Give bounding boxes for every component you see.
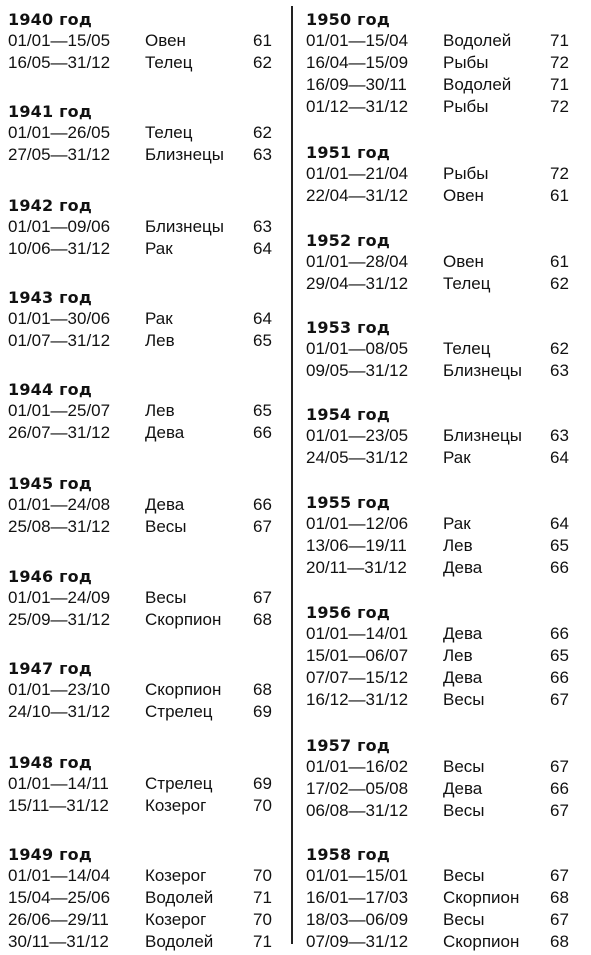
year-heading: 1955 год — [306, 493, 390, 512]
table-row — [306, 30, 581, 52]
table-row — [306, 52, 581, 74]
sign-number: 68 — [253, 610, 272, 629]
sign-name: Овен — [443, 186, 484, 205]
sign-number: 67 — [550, 757, 569, 776]
sign-name: Весы — [443, 910, 485, 929]
table-row — [306, 865, 581, 887]
sign-name: Рак — [443, 514, 471, 533]
date-range: 18/03—06/09 — [306, 910, 409, 929]
table-row — [306, 645, 581, 667]
table-row — [8, 30, 280, 52]
sign-number: 61 — [253, 31, 272, 50]
date-range: 01/01—14/11 — [8, 774, 109, 793]
year-block-1950 — [306, 9, 581, 118]
sign-name: Скорпион — [145, 610, 222, 629]
year-block-1954 — [306, 404, 581, 469]
table-row — [306, 557, 581, 579]
sign-number: 69 — [253, 774, 272, 793]
sign-name: Весы — [443, 801, 485, 820]
year-block-1941 — [8, 101, 280, 166]
table-row — [8, 795, 280, 817]
table-row — [306, 513, 581, 535]
year-heading: 1947 год — [8, 659, 92, 678]
year-heading: 1943 год — [8, 288, 92, 307]
sign-name: Водолей — [443, 31, 512, 50]
date-range: 16/01—17/03 — [306, 888, 409, 907]
table-row — [8, 909, 280, 931]
sign-number: 64 — [550, 448, 569, 467]
date-range: 01/07—31/12 — [8, 331, 111, 350]
sign-name: Рак — [145, 239, 173, 258]
date-range: 01/01—30/06 — [8, 309, 111, 328]
year-heading: 1948 год — [8, 753, 92, 772]
table-row — [8, 330, 280, 352]
sign-number: 71 — [550, 31, 569, 50]
sign-number: 66 — [253, 423, 272, 442]
date-range: 07/07—15/12 — [306, 668, 409, 687]
table-row — [306, 887, 581, 909]
sign-name: Дева — [443, 624, 483, 643]
sign-name: Водолей — [443, 75, 512, 94]
date-range: 06/08—31/12 — [306, 801, 409, 820]
year-heading: 1954 год — [306, 405, 390, 424]
date-range: 15/11—31/12 — [8, 796, 109, 815]
table-row — [8, 587, 280, 609]
year-heading: 1958 год — [306, 845, 390, 864]
year-block-1951 — [306, 142, 581, 207]
date-range: 17/02—05/08 — [306, 779, 409, 798]
year-block-1958 — [306, 844, 581, 953]
year-block-1946 — [8, 566, 280, 631]
year-heading: 1940 год — [8, 10, 92, 29]
sign-name: Телец — [443, 339, 491, 358]
date-range: 01/01—23/05 — [306, 426, 409, 445]
sign-number: 68 — [550, 888, 569, 907]
table-row — [8, 238, 280, 260]
year-heading: 1949 год — [8, 845, 92, 864]
year-heading: 1945 год — [8, 474, 92, 493]
table-row — [8, 865, 280, 887]
date-range: 01/01—23/10 — [8, 680, 111, 699]
date-range: 01/01—24/08 — [8, 495, 111, 514]
sign-number: 62 — [253, 123, 272, 142]
date-range: 25/09—31/12 — [8, 610, 111, 629]
sign-number: 71 — [550, 75, 569, 94]
sign-name: Овен — [443, 252, 484, 271]
sign-name: Телец — [145, 53, 193, 72]
year-block-1948 — [8, 752, 280, 817]
sign-number: 66 — [550, 668, 569, 687]
sign-name: Овен — [145, 31, 186, 50]
date-range: 29/04—31/12 — [306, 274, 409, 293]
sign-name: Скорпион — [145, 680, 222, 699]
sign-name: Дева — [443, 668, 483, 687]
sign-number: 63 — [550, 426, 569, 445]
sign-name: Скорпион — [443, 888, 520, 907]
sign-number: 70 — [253, 866, 272, 885]
date-range: 01/01—09/06 — [8, 217, 111, 236]
table-row — [8, 122, 280, 144]
sign-number: 72 — [550, 53, 569, 72]
sign-number: 61 — [550, 186, 569, 205]
table-row — [306, 338, 581, 360]
date-range: 07/09—31/12 — [306, 932, 409, 951]
table-row — [306, 535, 581, 557]
sign-name: Водолей — [145, 888, 214, 907]
sign-number: 64 — [550, 514, 569, 533]
sign-number: 67 — [253, 588, 272, 607]
sign-number: 71 — [253, 888, 272, 907]
date-range: 16/05—31/12 — [8, 53, 111, 72]
sign-name: Рыбы — [443, 53, 489, 72]
sign-name: Лев — [145, 401, 175, 420]
year-block-1943 — [8, 287, 280, 352]
year-heading: 1941 год — [8, 102, 92, 121]
table-row — [306, 163, 581, 185]
table-row — [306, 96, 581, 118]
sign-name: Телец — [145, 123, 193, 142]
date-range: 27/05—31/12 — [8, 145, 111, 164]
date-range: 01/12—31/12 — [306, 97, 409, 116]
sign-number: 65 — [253, 401, 272, 420]
sign-name: Лев — [145, 331, 175, 350]
table-row — [8, 400, 280, 422]
date-range: 01/01—28/04 — [306, 252, 409, 271]
sign-number: 70 — [253, 910, 272, 929]
sign-number: 66 — [550, 558, 569, 577]
sign-name: Весы — [145, 588, 187, 607]
date-range: 25/08—31/12 — [8, 517, 111, 536]
sign-number: 63 — [253, 145, 272, 164]
date-range: 01/01—08/05 — [306, 339, 409, 358]
sign-number: 61 — [550, 252, 569, 271]
table-row — [8, 931, 280, 953]
year-block-1955 — [306, 492, 581, 579]
date-range: 15/01—06/07 — [306, 646, 409, 665]
table-row — [306, 360, 581, 382]
table-row — [306, 425, 581, 447]
sign-number: 63 — [253, 217, 272, 236]
date-range: 01/01—12/06 — [306, 514, 409, 533]
table-row — [306, 800, 581, 822]
sign-name: Дева — [145, 423, 185, 442]
sign-name: Весы — [443, 690, 485, 709]
date-range: 24/10—31/12 — [8, 702, 111, 721]
sign-name: Лев — [443, 536, 473, 555]
sign-number: 72 — [550, 164, 569, 183]
table-row — [8, 701, 280, 723]
year-heading: 1952 год — [306, 231, 390, 250]
date-range: 01/01—16/02 — [306, 757, 409, 776]
date-range: 20/11—31/12 — [306, 558, 407, 577]
sign-name: Весы — [443, 866, 485, 885]
sign-name: Водолей — [145, 932, 214, 951]
year-block-1949 — [8, 844, 280, 953]
table-row — [8, 773, 280, 795]
year-heading: 1944 год — [8, 380, 92, 399]
table-row — [8, 216, 280, 238]
sign-number: 66 — [253, 495, 272, 514]
year-heading: 1946 год — [8, 567, 92, 586]
date-range: 22/04—31/12 — [306, 186, 409, 205]
date-range: 01/01—26/05 — [8, 123, 111, 142]
table-row — [8, 887, 280, 909]
year-heading: 1951 год — [306, 143, 390, 162]
sign-number: 62 — [253, 53, 272, 72]
sign-name: Козерог — [145, 866, 207, 885]
table-row — [8, 308, 280, 330]
date-range: 16/04—15/09 — [306, 53, 409, 72]
sign-name: Рыбы — [443, 97, 489, 116]
year-block-1952 — [306, 230, 581, 295]
table-row — [8, 144, 280, 166]
sign-name: Козерог — [145, 796, 207, 815]
year-block-1940 — [8, 9, 280, 74]
year-block-1947 — [8, 658, 280, 723]
date-range: 15/04—25/06 — [8, 888, 111, 907]
year-block-1956 — [306, 602, 581, 711]
date-range: 10/06—31/12 — [8, 239, 111, 258]
column-divider — [291, 6, 293, 944]
sign-number: 65 — [253, 331, 272, 350]
date-range: 16/09—30/11 — [306, 75, 407, 94]
sign-name: Лев — [443, 646, 473, 665]
date-range: 01/01—14/04 — [8, 866, 111, 885]
sign-number: 62 — [550, 274, 569, 293]
sign-number: 68 — [550, 932, 569, 951]
table-row — [8, 494, 280, 516]
table-row — [306, 623, 581, 645]
sign-name: Весы — [145, 517, 187, 536]
date-range: 01/01—24/09 — [8, 588, 111, 607]
year-heading: 1956 год — [306, 603, 390, 622]
sign-number: 63 — [550, 361, 569, 380]
date-range: 01/01—15/01 — [306, 866, 409, 885]
table-row — [306, 756, 581, 778]
table-row — [306, 273, 581, 295]
year-heading: 1942 год — [8, 196, 92, 215]
sign-name: Близнецы — [145, 145, 224, 164]
sign-name: Стрелец — [145, 702, 213, 721]
table-row — [306, 667, 581, 689]
date-range: 01/01—14/01 — [306, 624, 409, 643]
sign-number: 67 — [550, 801, 569, 820]
year-block-1957 — [306, 735, 581, 822]
sign-name: Телец — [443, 274, 491, 293]
sign-number: 68 — [253, 680, 272, 699]
sign-number: 69 — [253, 702, 272, 721]
sign-name: Близнецы — [443, 361, 522, 380]
date-range: 26/06—29/11 — [8, 910, 109, 929]
table-row — [306, 931, 581, 953]
sign-number: 64 — [253, 309, 272, 328]
table-row — [8, 609, 280, 631]
date-range: 24/05—31/12 — [306, 448, 409, 467]
sign-number: 65 — [550, 536, 569, 555]
year-heading: 1953 год — [306, 318, 390, 337]
sign-name: Козерог — [145, 910, 207, 929]
date-range: 01/01—15/05 — [8, 31, 111, 50]
year-block-1945 — [8, 473, 280, 538]
sign-name: Стрелец — [145, 774, 213, 793]
sign-number: 67 — [550, 866, 569, 885]
date-range: 13/06—19/11 — [306, 536, 407, 555]
year-block-1942 — [8, 195, 280, 260]
sign-name: Близнецы — [145, 217, 224, 236]
table-row — [306, 689, 581, 711]
table-row — [306, 778, 581, 800]
table-row — [306, 909, 581, 931]
date-range: 26/07—31/12 — [8, 423, 111, 442]
sign-number: 67 — [550, 690, 569, 709]
sign-number: 67 — [550, 910, 569, 929]
sign-name: Близнецы — [443, 426, 522, 445]
sign-number: 62 — [550, 339, 569, 358]
table-row — [306, 447, 581, 469]
sign-name: Дева — [443, 779, 483, 798]
table-row — [306, 185, 581, 207]
date-range: 30/11—31/12 — [8, 932, 109, 951]
sign-name: Рыбы — [443, 164, 489, 183]
year-block-1944 — [8, 379, 280, 444]
table-row — [8, 516, 280, 538]
sign-name: Дева — [145, 495, 185, 514]
sign-number: 72 — [550, 97, 569, 116]
sign-number: 66 — [550, 624, 569, 643]
sign-name: Дева — [443, 558, 483, 577]
table-row — [306, 251, 581, 273]
sign-number: 65 — [550, 646, 569, 665]
date-range: 01/01—21/04 — [306, 164, 409, 183]
table-row — [8, 679, 280, 701]
sign-name: Скорпион — [443, 932, 520, 951]
year-heading: 1957 год — [306, 736, 390, 755]
sign-number: 67 — [253, 517, 272, 536]
sign-number: 70 — [253, 796, 272, 815]
date-range: 01/01—25/07 — [8, 401, 111, 420]
table-row — [8, 422, 280, 444]
date-range: 01/01—15/04 — [306, 31, 409, 50]
date-range: 09/05—31/12 — [306, 361, 409, 380]
table-row — [306, 74, 581, 96]
year-block-1953 — [306, 317, 581, 382]
sign-number: 71 — [253, 932, 272, 951]
sign-name: Рак — [443, 448, 471, 467]
sign-number: 64 — [253, 239, 272, 258]
table-row — [8, 52, 280, 74]
sign-name: Весы — [443, 757, 485, 776]
sign-number: 66 — [550, 779, 569, 798]
year-heading: 1950 год — [306, 10, 390, 29]
sign-name: Рак — [145, 309, 173, 328]
date-range: 16/12—31/12 — [306, 690, 409, 709]
